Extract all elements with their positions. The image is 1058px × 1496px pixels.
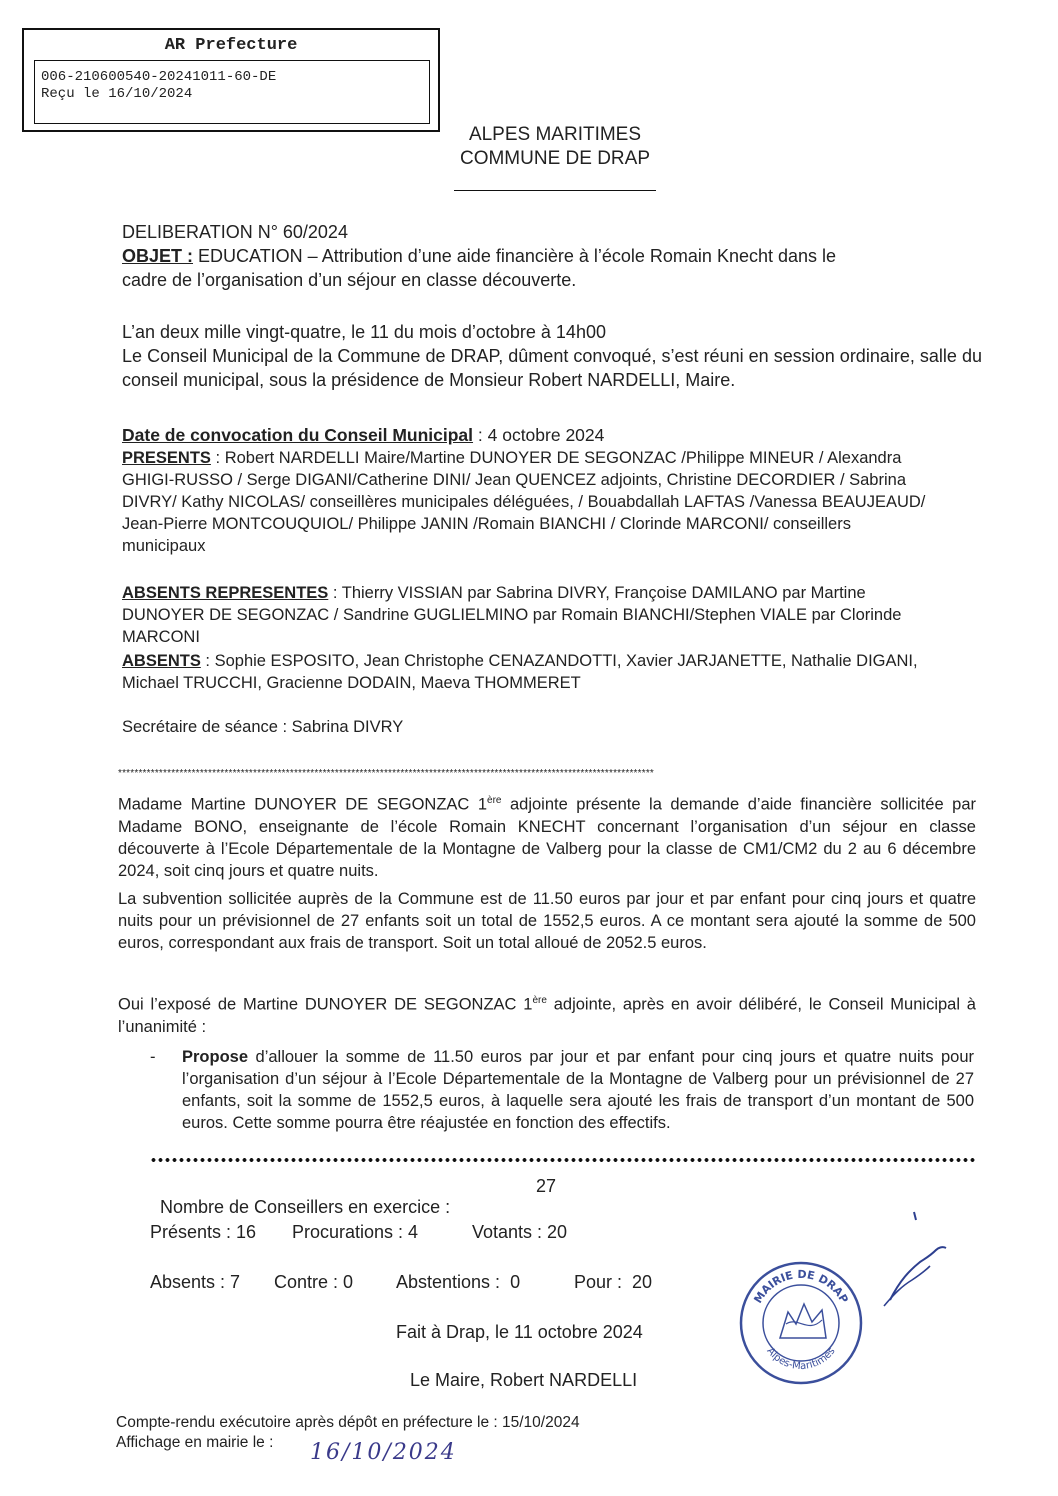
star-separator: ***********************************************************************************************************************************	[118, 768, 654, 779]
object-text: EDUCATION – Attribution d’une aide financière à l’école Romain Knecht dans le	[193, 246, 837, 266]
ar-received-date: Reçu le 16/10/2024	[41, 86, 193, 102]
signatory: Le Maire, Robert NARDELLI	[410, 1370, 638, 1390]
presents-label: PRESENTS	[122, 449, 211, 467]
dotted-separator	[150, 1157, 976, 1163]
footer-posting: Affichage en mairie le :	[116, 1434, 274, 1451]
paragraph-decision: Oui l’exposé de Martine DUNOYER DE SEGONZAC 1ère adjointe, après en avoir délibéré, le Conseil Municipal à l’unanimité :	[118, 995, 976, 1036]
deliberation-block	[122, 220, 982, 292]
place-and-date: Fait à Drap, le 11 octobre 2024	[396, 1322, 643, 1342]
abstentions-count: Abstentions : 0	[396, 1272, 521, 1292]
signature-icon	[880, 1210, 950, 1310]
session-description: Le Conseil Municipal de la Commune de DRAP, dûment convoqué, s’est réuni en session ordinaire, salle du conseil municipal, sous la présidence de Monsieur Robert NARDELLI, Maire.	[122, 346, 982, 390]
mairie-stamp-icon	[738, 1260, 864, 1386]
object-label: OBJET :	[122, 246, 194, 266]
paragraph-subsidy: La subvention sollicitée auprès de la Commune est de 11.50 euros par jour et par enfant pour cinq jours et quatre nuits pour un prévisionnel de 27 enfants soit un total de 1552,5 euros. A ce montant sera ajouté la somme de 500 euros, correspondant aux frais de transport. Soit un total alloué de 2052.5 euros.	[118, 890, 976, 952]
absents-count: Absents : 7	[150, 1272, 241, 1292]
footer-executory: Compte-rendu exécutoire après dépôt en préfecture le : 15/10/2024	[116, 1414, 580, 1431]
ar-reference: 006-210600540-20241011-60-DE	[41, 69, 277, 85]
absents-block	[122, 650, 934, 694]
councillors-count: 27	[536, 1176, 557, 1196]
ar-reference-box	[34, 60, 430, 124]
voters-count: Votants : 20	[472, 1222, 568, 1242]
object-text-continued: cadre de l’organisation d’un séjour en classe découverte.	[122, 270, 577, 290]
svg-text:Alpes-Maritimes: Alpes-Maritimes	[764, 1345, 838, 1373]
svg-text:MAIRIE DE DRAP: MAIRIE DE DRAP	[751, 1267, 851, 1306]
commune-name: COMMUNE DE DRAP	[459, 148, 650, 169]
paragraph-request: Madame Martine DUNOYER DE SEGONZAC 1ère adjointe présente la demande d’aide financière sollicitée par Madame BONO, enseignante de l’école Romain KNECHT concernant l’organisation d’un séjour en classe découverte à l’Ecole Départementale de la Montagne de Valberg pour la classe de CM1/CM2 du 2 au 6 décembre 2024, soit cinq jours et quatre nuits.	[118, 795, 976, 880]
ar-title: AR Prefecture	[164, 36, 298, 55]
session-secretary: Secrétaire de séance : Sabrina DIVRY	[122, 718, 404, 736]
department-name: ALPES MARITIMES	[468, 124, 642, 145]
absents-represented-block	[122, 582, 934, 648]
procurations-count: Procurations : 4	[292, 1222, 419, 1242]
absents-list: : Sophie ESPOSITO, Jean Christophe CENAZANDOTTI, Xavier JARJANETTE, Nathalie DIGANI, Michael TRUCCHI, Gracienne DODAIN, Maeva THOMMERET	[122, 652, 918, 692]
councillors-in-office: Nombre de Conseillers en exercice :	[160, 1197, 451, 1217]
bullet-dash: -	[150, 1048, 156, 1066]
ar-prefecture-box	[22, 28, 440, 132]
against-count: Contre : 0	[274, 1272, 354, 1292]
bullet-propose: Propose d’allouer la somme de 11.50 euros par jour et par enfant pour cinq jours et quatre nuits pour l’organisation d’un séjour à l’Ecole Départementale de la Montagne de Valberg pour un prévisionnel de 27 enfants, soit la somme de 1552,5 euros, à laquelle sera ajouté les frais de transport d’un montant de 500 euros. Cette somme pourra être réajustée en fonction des effectifs.	[182, 1048, 974, 1132]
convocation-line	[122, 424, 934, 446]
header-divider	[454, 190, 656, 191]
session-date: L’an deux mille vingt-quatre, le 11 du mois d’octobre à 14h00	[122, 322, 606, 342]
for-count: Pour : 20	[574, 1272, 653, 1292]
absents-represented-list: : Thierry VISSIAN par Sabrina DIVRY, Françoise DAMILANO par Martine DUNOYER DE SEGONZAC / Sandrine GUGLIELMINO par Romain BIANCHI/Stephen VIALE par Clorinde MARCONI	[122, 584, 902, 646]
deliberation-number: DELIBERATION N° 60/2024	[122, 222, 348, 242]
intro-block	[122, 320, 982, 392]
absents-represented-label: ABSENTS REPRESENTES	[122, 584, 329, 602]
presents-block	[122, 447, 934, 557]
presents-list: : Robert NARDELLI Maire/Martine DUNOYER DE SEGONZAC /Philippe MINEUR / Alexandra GHIGI-RUSSO / Serge DIGANI/Catherine DINI/ Jean QUENCEZ adjoints, Christine DECORDIER / Sabrina DIVRY/ Kathy NICOLAS/ conseillères municipales déléguées, / Bouabdallah LAFTAS /Vanessa BEAUJEAUD/ Jean-Pierre MONTCOUQUIOL/ Philippe JANIN /Romain BIANCHI / Clorinde MARCONI/ conseillers municipaux	[122, 449, 926, 555]
absents-label: ABSENTS	[122, 652, 201, 670]
presents-count: Présents : 16	[150, 1222, 257, 1242]
convocation-date: : 4 octobre 2024	[473, 425, 605, 445]
convocation-label: Date de convocation du Conseil Municipal	[122, 425, 474, 445]
handwritten-posting-date: 16/10/2024	[310, 1440, 457, 1465]
